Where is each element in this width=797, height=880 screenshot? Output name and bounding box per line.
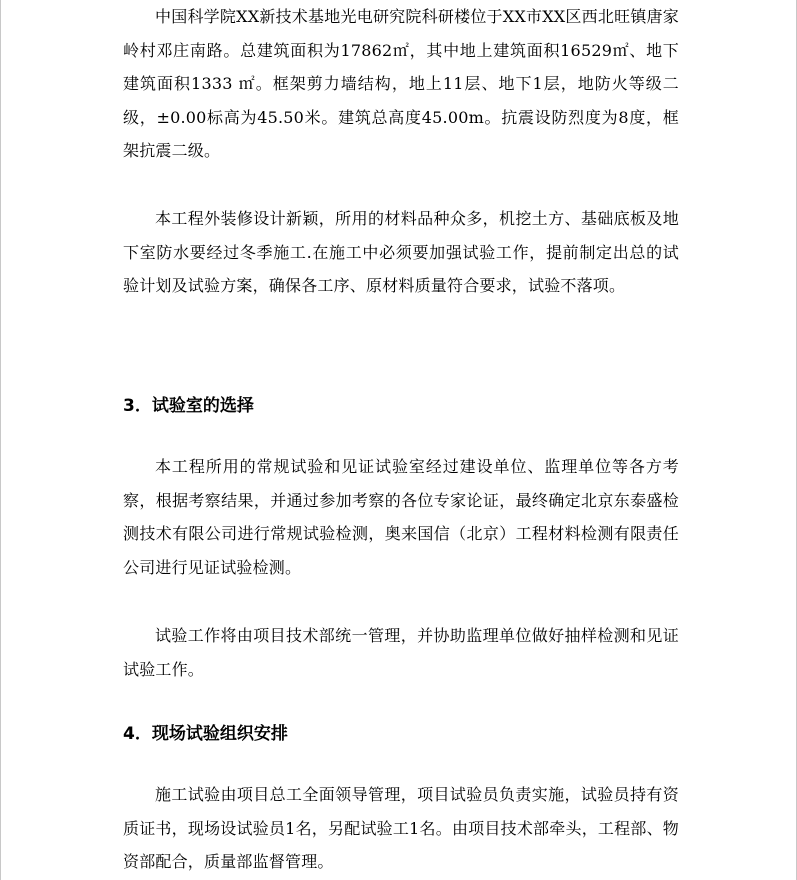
paragraph-decoration-testing: 本工程外装修设计新颖，所用的材料品种众多，机挖土方、基础底板及地下室防水要经过冬季施工.在施工中必须要加强试验工作，提前制定出总的试验计划及试验方案，确保各工序、原材料质量符合要求，试验不落项。	[123, 209, 679, 295]
paragraph-project-overview: 中国科学院XX新技术基地光电研究院科研楼位于XX市XX区西北旺镇唐家岭村邓庄南路。总建筑面积为17862㎡，其中地上建筑面积16529㎡、地下建筑面积1333 ㎡。框架剪力墙结构，地上11层、地下1层，地防火等级二级，±0.00标高为45.50米。建筑总高度45.00m。抗震设防烈度为8度，框架抗震二级。	[123, 7, 679, 160]
paragraph-testing-management: 试验工作将由项目技术部统一管理，并协助监理单位做好抽样检测和见证试验工作。	[123, 626, 679, 679]
section-heading-lab-selection: 3．试验室的选择	[123, 396, 254, 416]
section-heading-site-organization: 4．现场试验组织安排	[123, 724, 288, 744]
paragraph-lab-selection: 本工程所用的常规试验和见证试验室经过建设单位、监理单位等各方考察，根据考察结果，并通过参加考察的各位专家论证，最终确定北京东泰盛检测技术有限公司进行常规试验检测，奥来国信（北京）工程材料检测有限责任公司进行见证试验检测。	[123, 457, 679, 577]
paragraph-site-organization: 施工试验由项目总工全面领导管理，项目试验员负责实施，试验员持有资质证书，现场设试验员1名，另配试验工1名。由项目技术部牵头，工程部、物资部配合，质量部监督管理。	[123, 785, 679, 871]
